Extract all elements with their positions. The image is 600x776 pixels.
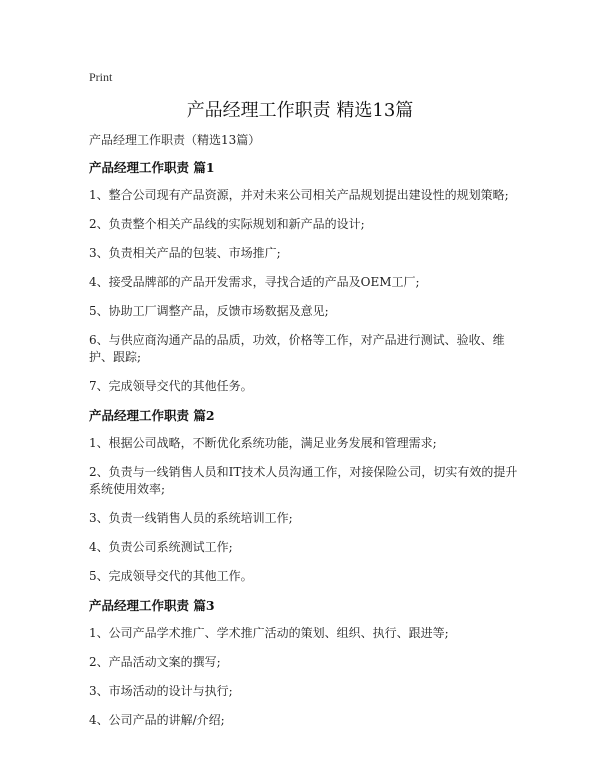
page-title: 产品经理工作职责 精选13篇 [186, 100, 414, 121]
print-link[interactable]: Print [89, 70, 113, 84]
list-item: 4、接受品牌部的产品开发需求，寻找合适的产品及OEM工厂; [89, 275, 420, 289]
list-item: 5、完成领导交代的其他工作。 [89, 569, 253, 583]
section-2 [89, 407, 519, 585]
list-item: 1、整合公司现有产品资源，并对未来公司相关产品规划提出建设性的规划策略; [89, 188, 509, 202]
list-item: 1、根据公司战略，不断优化系统功能，满足业务发展和管理需求; [89, 436, 437, 450]
list-item: 5、协助工厂调整产品，反馈市场数据及意见; [89, 304, 329, 318]
list-item: 2、负责与一线销售人员和IT技术人员沟通工作，对接保险公司，切实有效的提升系统使用效率; [89, 465, 518, 496]
list-item: 1、公司产品学术推广、学术推广活动的策划、组织、执行、跟进等; [89, 626, 449, 640]
list-item: 3、负责相关产品的包装、市场推广; [89, 246, 281, 260]
list-item: 4、公司产品的讲解/介绍; [89, 713, 225, 727]
list-item: 4、负责公司系统测试工作; [89, 540, 233, 554]
list-item: 6、与供应商沟通产品的品质，功效，价格等工作，对产品进行测试、验收、维护、跟踪; [89, 333, 505, 364]
list-item: 3、市场活动的设计与执行; [89, 684, 233, 698]
list-item: 7、完成领导交代的其他任务。 [89, 379, 253, 393]
list-item: 3、负责一线销售人员的系统培训工作; [89, 511, 293, 525]
list-item: 2、负责整个相关产品线的实际规划和新产品的设计; [89, 217, 365, 231]
document-body [89, 131, 519, 741]
section-1 [89, 159, 519, 395]
section-heading: 产品经理工作职责 篇2 [89, 408, 215, 423]
section-3 [89, 597, 519, 729]
document-subtitle: 产品经理工作职责（精选13篇） [89, 133, 261, 147]
section-heading: 产品经理工作职责 篇3 [89, 598, 215, 613]
section-heading: 产品经理工作职责 篇1 [89, 160, 215, 175]
list-item: 2、产品活动文案的撰写; [89, 655, 221, 669]
